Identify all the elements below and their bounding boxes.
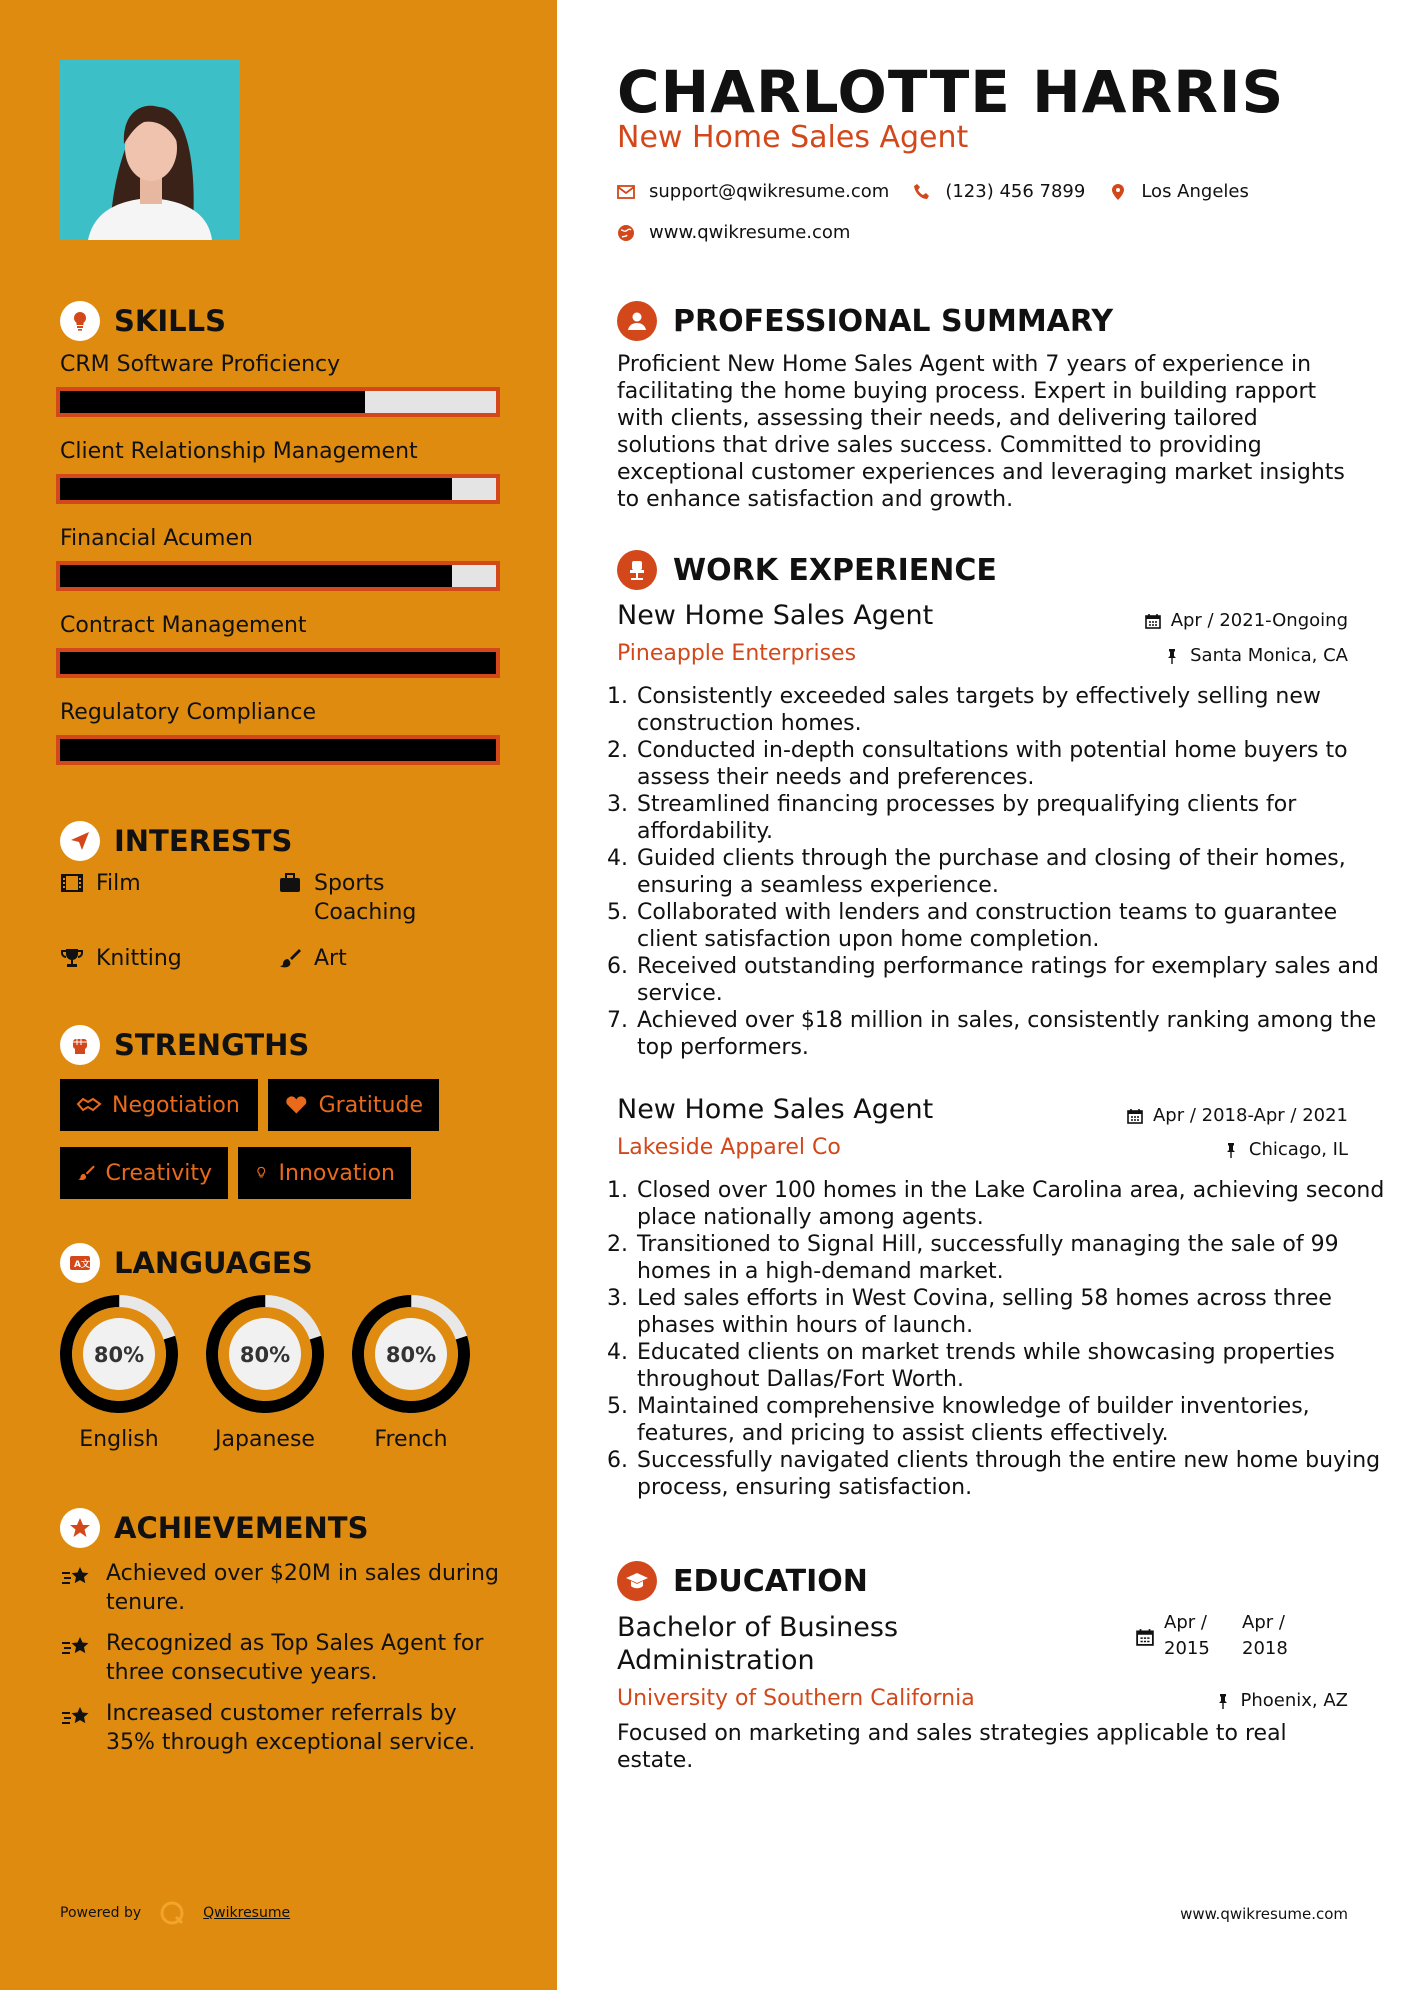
summary-heading: [617, 301, 1113, 341]
qwikresume-link[interactable]: Qwikresume: [203, 1905, 291, 1921]
skill-bar: [56, 648, 500, 678]
education-start: Apr / 2015: [1164, 1612, 1210, 1659]
interest-label: Art: [314, 946, 347, 971]
strength-label: Gratitude: [318, 1092, 423, 1118]
education-end: Apr / 2018: [1242, 1612, 1288, 1659]
strength-label: Innovation: [278, 1160, 395, 1186]
briefcase-icon: [278, 871, 302, 895]
lightbulb-icon: [254, 1160, 269, 1186]
qwikresume-logo-icon: [159, 1900, 185, 1926]
language-item: [350, 1293, 472, 1452]
interests-title: INTERESTS: [114, 824, 293, 858]
skill-bar: [56, 735, 500, 765]
language-name: Japanese: [215, 1427, 315, 1452]
language-item: [58, 1293, 180, 1452]
job-duties: [611, 1177, 1395, 1501]
duty-item: 4. Guided clients through the purchase and closing of their homes, ensuring a seamless experience.: [635, 845, 1395, 899]
language-percent: 80%: [93, 1343, 145, 1367]
website-link[interactable]: www.qwikresume.com: [649, 222, 851, 243]
interest-item: [278, 869, 438, 927]
duty-item: 1. Consistently exceeded sales targets by effectively selling new construction homes.: [635, 683, 1395, 737]
achievement-item: [60, 1699, 500, 1757]
calendar-icon: [1145, 613, 1161, 629]
duty-item: 7. Achieved over $18 million in sales, consistently ranking among the top performers.: [635, 1007, 1395, 1061]
phone-icon: [913, 183, 931, 201]
shooting-star-icon: [60, 1631, 92, 1663]
skill-bar: [56, 387, 500, 417]
interests-heading: [60, 821, 292, 861]
job-dates-text: Apr / 2021-Ongoing: [1170, 610, 1348, 631]
interest-item: [278, 944, 347, 973]
job-title: New Home Sales Agent: [617, 1094, 934, 1125]
svg-text:文: 文: [81, 1260, 91, 1270]
achievements-title: ACHIEVEMENTS: [114, 1511, 369, 1545]
translate-icon: [60, 1243, 100, 1283]
candidate-role: New Home Sales Agent: [617, 120, 969, 155]
education-heading: [617, 1561, 868, 1601]
duty-item: 2. Transitioned to Signal Hill, successfully managing the sale of 99 homes in a high-demand market.: [635, 1231, 1395, 1285]
job-location: [1164, 645, 1348, 666]
pushpin-icon: [1215, 1693, 1231, 1709]
pushpin-icon: [1164, 648, 1180, 664]
duty-item: 5. Collaborated with lenders and construction teams to guarantee client satisfaction upon home completion.: [635, 899, 1395, 953]
sidebar: [0, 0, 557, 1990]
phone-number[interactable]: (123) 456 7899: [945, 181, 1086, 202]
brush-icon: [76, 1160, 96, 1186]
strength-badge: [60, 1079, 258, 1131]
strength-badge: [268, 1079, 439, 1131]
skill-bar-fill: [60, 565, 452, 587]
job-dates: [1145, 610, 1348, 631]
heart-icon: [284, 1092, 309, 1118]
skill-name: Financial Acumen: [60, 526, 253, 551]
user-icon: [617, 301, 657, 341]
skill-name: CRM Software Proficiency: [60, 352, 341, 377]
map-pin-icon: [1109, 183, 1127, 201]
powered-by-label: Powered by: [60, 1905, 142, 1921]
graduation-cap-icon: [617, 1561, 657, 1601]
skill-bar-fill: [60, 652, 496, 674]
interest-label: Knitting: [96, 946, 182, 971]
company-name: Lakeside Apparel Co: [617, 1135, 841, 1160]
skill-bar-fill: [60, 478, 452, 500]
location-text: Los Angeles: [1141, 181, 1249, 202]
achievement-text: Recognized as Top Sales Agent for three consecutive years.: [106, 1631, 484, 1685]
language-gauge: [350, 1293, 472, 1415]
envelope-icon: [617, 183, 635, 201]
education-dates: [1136, 1610, 1304, 1662]
job-location-text: Santa Monica, CA: [1190, 645, 1348, 666]
duty-item: 3. Led sales efforts in West Covina, selling 58 homes across three phases within hours of launch.: [635, 1285, 1395, 1339]
job-location-text: Chicago, IL: [1248, 1139, 1348, 1160]
job-dates: [1127, 1105, 1348, 1126]
language-name: English: [79, 1427, 159, 1452]
languages-heading: [60, 1243, 313, 1283]
skill-name: Client Relationship Management: [60, 439, 418, 464]
trophy-icon: [60, 946, 84, 970]
handshake-icon: [76, 1092, 102, 1118]
powered-by: [60, 1900, 290, 1926]
profile-photo-illustration: [60, 60, 240, 240]
lightbulb-icon: [60, 301, 100, 341]
experience-title: WORK EXPERIENCE: [673, 552, 997, 588]
job-dates-text: Apr / 2018-Apr / 2021: [1152, 1105, 1348, 1126]
languages-title: LANGUAGES: [114, 1246, 313, 1280]
skill-bar-fill: [60, 391, 365, 413]
film-icon: [60, 871, 84, 895]
job-location: [1223, 1139, 1348, 1160]
duty-item: 6. Received outstanding performance ratings for exemplary sales and service.: [635, 953, 1395, 1007]
language-item: [204, 1293, 326, 1452]
footer-website-link[interactable]: www.qwikresume.com: [1180, 1905, 1348, 1923]
duty-item: 4. Educated clients on market trends while showcasing properties throughout Dallas/Fort Worth.: [635, 1339, 1395, 1393]
language-percent: 80%: [385, 1343, 437, 1367]
office-chair-icon: [617, 550, 657, 590]
interest-item: [60, 869, 141, 898]
summary-title: PROFESSIONAL SUMMARY: [673, 303, 1114, 339]
skill-bar: [56, 561, 500, 591]
interest-item: [60, 944, 182, 973]
shooting-star-icon: [60, 1561, 92, 1593]
summary-text: Proficient New Home Sales Agent with 7 years of experience in facilitating the home buying process. Expert in building rapport with clients, assessing their needs, and delivering tailored solutions that drive sales success. Committed to providing exceptional customer experiences and leveraging market insights to enhance satisfaction and growth.: [617, 352, 1345, 512]
education-title: EDUCATION: [673, 1563, 868, 1599]
profile-photo: [60, 60, 240, 240]
job-title: New Home Sales Agent: [617, 600, 934, 631]
experience-heading: [617, 550, 997, 590]
language-percent: 80%: [239, 1343, 291, 1367]
calendar-icon: [1136, 1628, 1154, 1646]
star-icon: [60, 1508, 100, 1548]
achievement-item: [60, 1559, 500, 1617]
candidate-name: CHARLOTTE HARRIS: [617, 58, 1285, 126]
skills-title: SKILLS: [114, 304, 226, 338]
interest-label: Film: [96, 871, 141, 896]
strengths-heading: [60, 1025, 309, 1065]
skill-bar: [56, 474, 500, 504]
duty-item: 1. Closed over 100 homes in the Lake Carolina area, achieving second place nationally among agents.: [635, 1177, 1395, 1231]
duty-item: 3. Streamlined financing processes by prequalifying clients for affordability.: [635, 791, 1395, 845]
language-name: French: [374, 1427, 448, 1452]
strength-badge: [238, 1147, 411, 1199]
education-description: Focused on marketing and sales strategies applicable to real estate.: [617, 1721, 1287, 1773]
language-gauge: [204, 1293, 326, 1415]
website-row: [617, 222, 850, 243]
email-link[interactable]: support@qwikresume.com: [649, 181, 890, 202]
skills-heading: [60, 301, 226, 341]
brush-icon: [278, 946, 302, 970]
education-location-text: Phoenix, AZ: [1240, 1690, 1348, 1711]
achievements-heading: [60, 1508, 368, 1548]
achievement-text: Increased customer referrals by 35% through exceptional service.: [106, 1701, 476, 1755]
company-name: Pineapple Enterprises: [617, 641, 857, 666]
skill-name: Regulatory Compliance: [60, 700, 316, 725]
shooting-star-icon: [60, 1701, 92, 1733]
strength-label: Negotiation: [112, 1092, 240, 1118]
achievement-item: [60, 1629, 500, 1687]
contact-row: [617, 181, 1249, 202]
strengths-title: STRENGTHS: [114, 1028, 310, 1062]
calendar-icon: [1127, 1108, 1143, 1124]
school-name: University of Southern California: [617, 1686, 975, 1711]
language-gauge: [58, 1293, 180, 1415]
paper-plane-icon: [60, 821, 100, 861]
duty-item: 5. Maintained comprehensive knowledge of builder inventories, features, and pricing to assist clients effectively.: [635, 1393, 1395, 1447]
strength-label: Creativity: [105, 1160, 212, 1186]
education-location: [1215, 1690, 1349, 1711]
fist-icon: [60, 1025, 100, 1065]
duty-item: 6. Successfully navigated clients through the entire new home buying process, ensuring satisfaction.: [635, 1447, 1395, 1501]
interest-label: Sports Coaching: [314, 871, 417, 925]
skill-bar-fill: [60, 739, 496, 761]
duty-item: 2. Conducted in-depth consultations with potential home buyers to assess their needs and preferences.: [635, 737, 1395, 791]
strength-badge: [60, 1147, 228, 1199]
degree-title: Bachelor of Business Administration: [617, 1612, 899, 1676]
skill-name: Contract Management: [60, 613, 307, 638]
pushpin-icon: [1223, 1142, 1239, 1158]
achievement-text: Achieved over $20M in sales during tenure.: [106, 1561, 499, 1615]
svg-text:A: A: [74, 1260, 81, 1270]
globe-icon: [617, 224, 635, 242]
job-duties: [611, 683, 1395, 1061]
